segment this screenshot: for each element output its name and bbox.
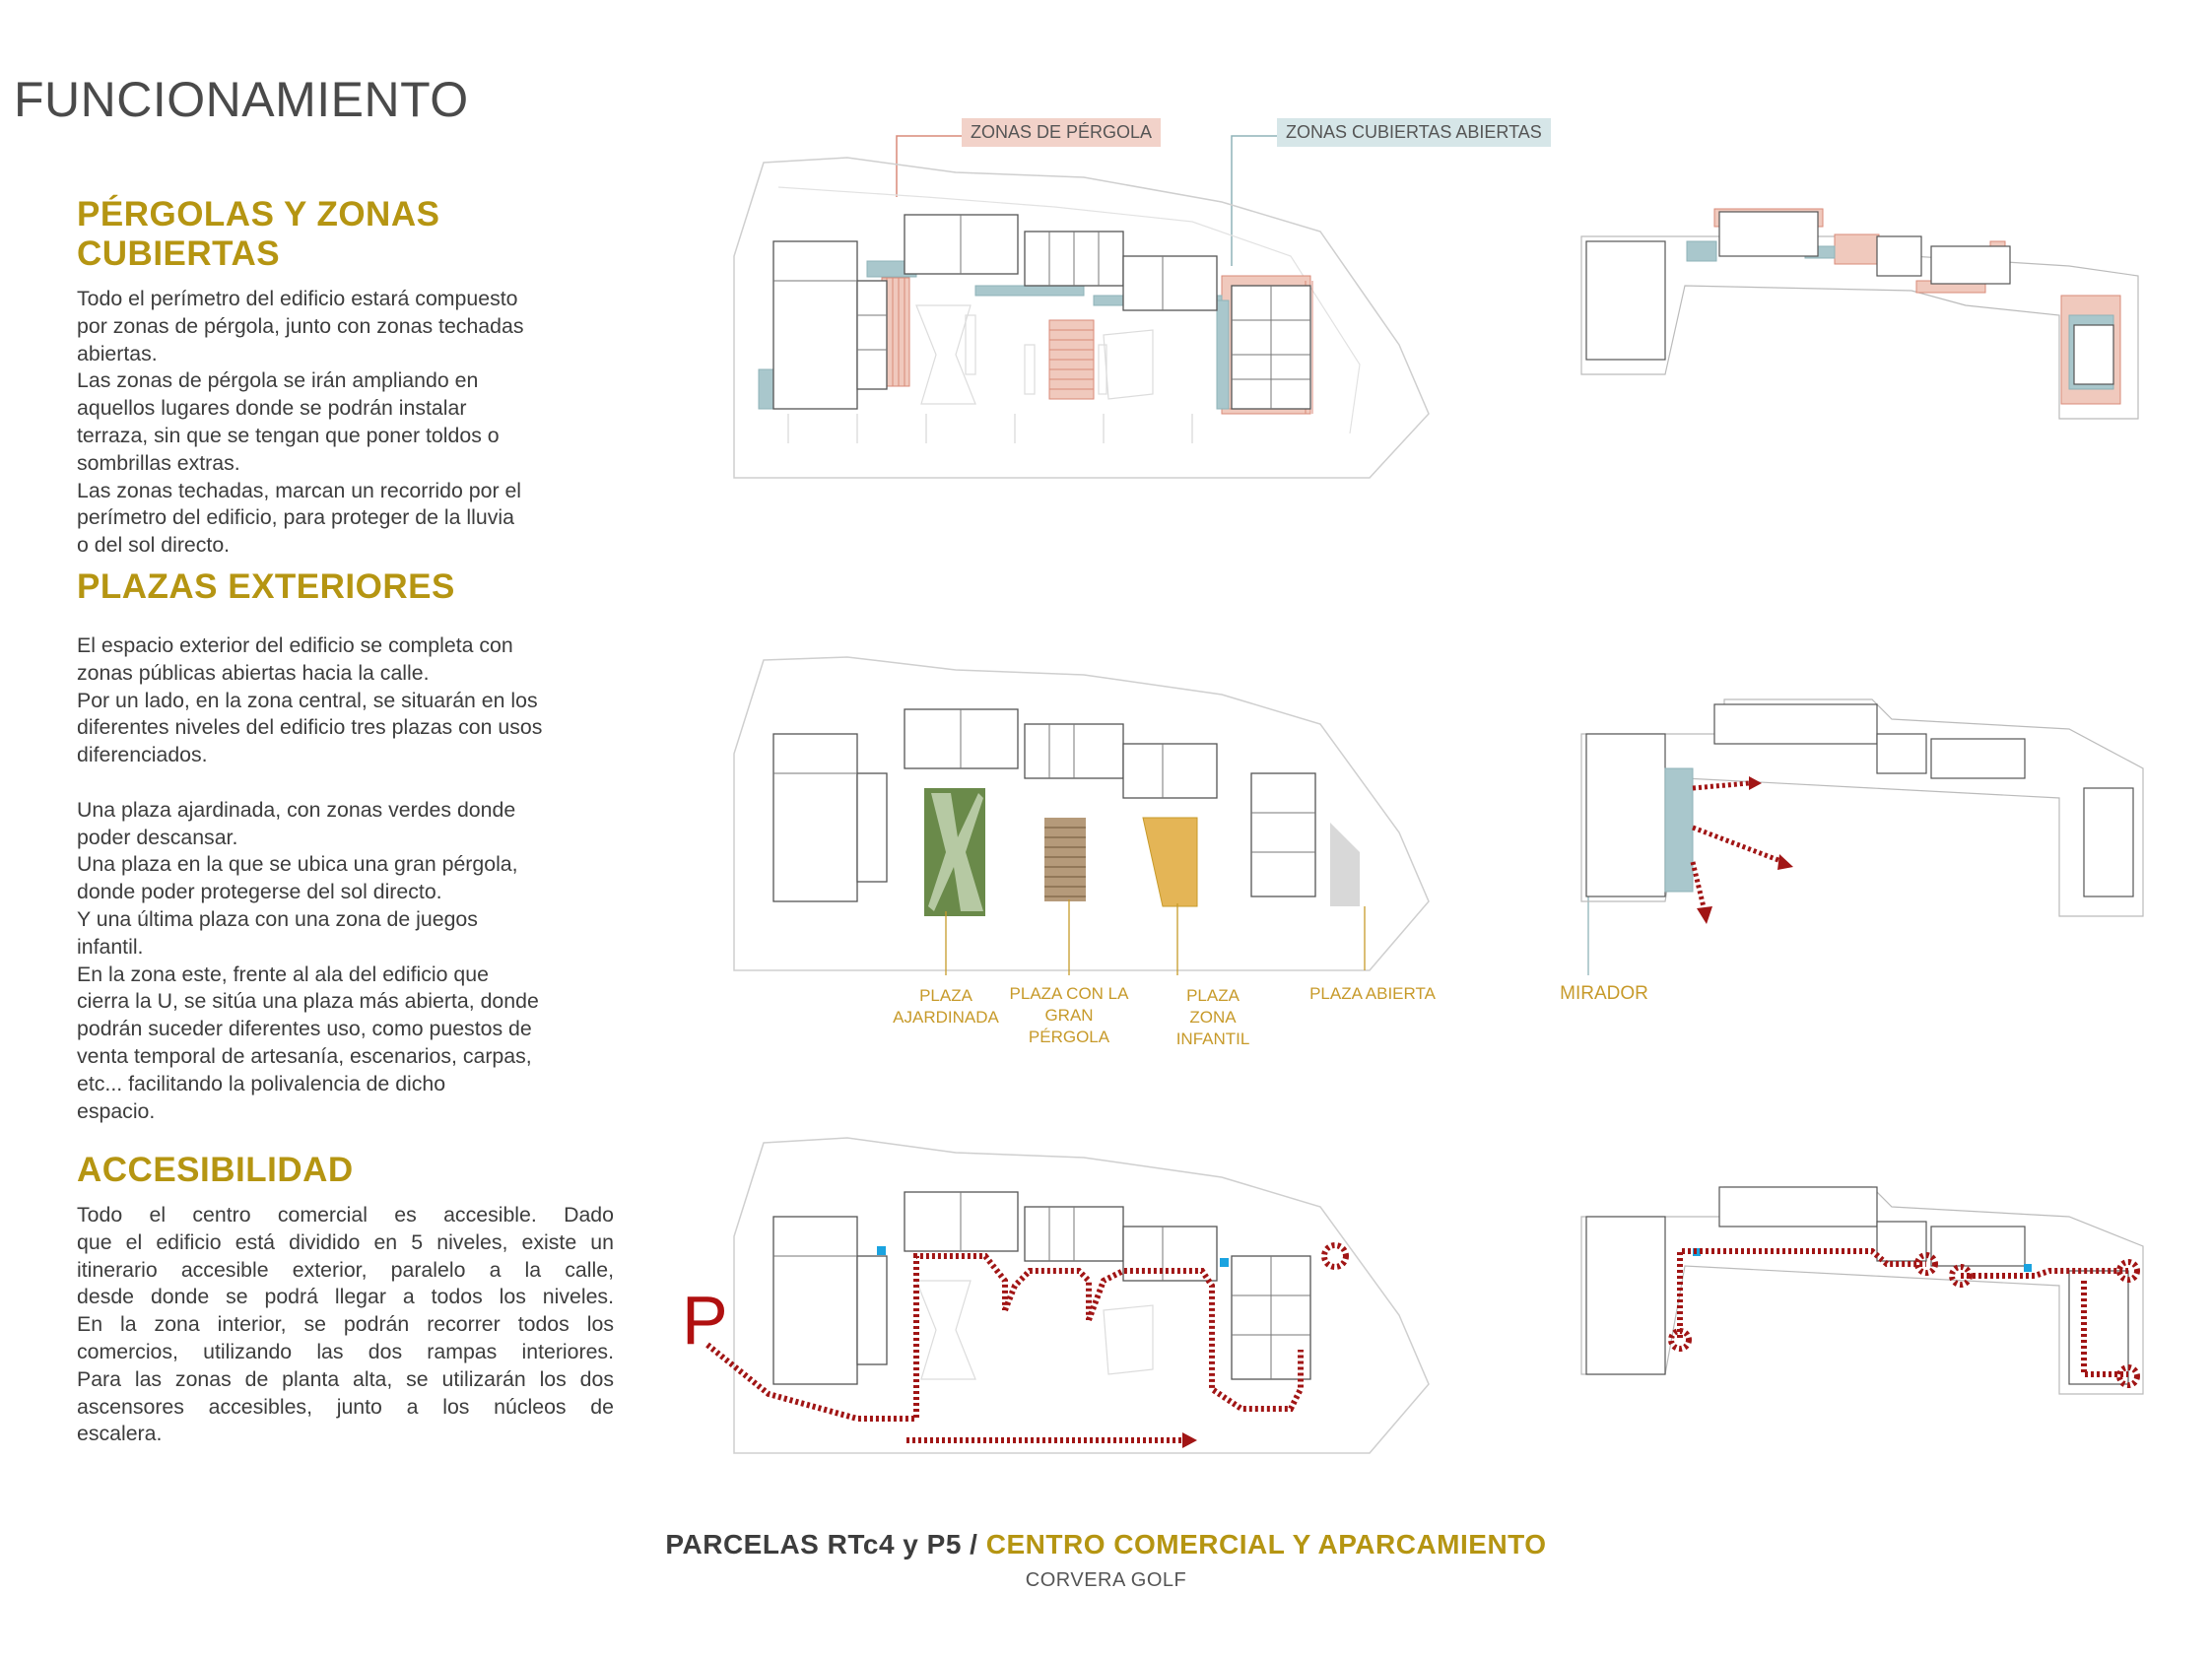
plaza-ajardinada-fill xyxy=(924,788,985,916)
body-line: escalera. xyxy=(77,1422,163,1446)
body-line: ascensores accesibles, junto a los núcleos de xyxy=(77,1394,614,1419)
label-mirador xyxy=(1545,983,1663,1005)
leader-line xyxy=(1232,136,1277,266)
body-line: poder descansar. xyxy=(77,825,238,849)
body-line: podrán suceder diferentes uso, como puestos de xyxy=(77,1017,532,1041)
body-line: donde poder protegerse del sol directo. xyxy=(77,880,442,904)
body-line: diferenciados. xyxy=(77,743,208,767)
plan-pergolas-main xyxy=(729,118,1439,483)
label-line: PLAZA xyxy=(1186,986,1240,1005)
plaza-pergola-fill xyxy=(1044,818,1086,901)
body-line: Y una última plaza con una zona de juegos xyxy=(77,906,478,931)
plan-accesibilidad-upper xyxy=(1576,1177,2158,1414)
ramp-icon xyxy=(1324,1245,1346,1267)
body-line: abiertas. xyxy=(77,341,158,365)
body-line: En la zona este, frente al ala del edificio que xyxy=(77,962,489,986)
label-leaders xyxy=(946,899,1365,975)
body-line: venta temporal de artesanía, escenarios, carpas, xyxy=(77,1043,532,1068)
body-line: comercios, utilizando las dos rampas interiores. xyxy=(77,1339,614,1363)
body-line: infantil. xyxy=(77,934,144,959)
ramp-icons xyxy=(1671,1255,2137,1385)
legend-tag-pergola: ZONAS DE PÉRGOLA xyxy=(962,118,1161,147)
label-plaza-infantil xyxy=(1159,985,1267,1050)
label-line: GRAN xyxy=(1044,1006,1094,1025)
label-line: PLAZA CON LA xyxy=(1009,984,1129,1003)
parking-mark: P xyxy=(682,1282,728,1359)
label-line: MIRADOR xyxy=(1560,983,1648,1004)
label-line: INFANTIL xyxy=(1175,1029,1250,1048)
plan-pergolas-upper xyxy=(1576,197,2158,429)
plaza-outlines xyxy=(916,305,1153,404)
body-line: El espacio exterior del edificio se completa con xyxy=(77,633,513,657)
section-body xyxy=(77,1202,614,1448)
section-heading: PLAZAS EXTERIORES xyxy=(77,567,455,606)
footer-separator: / xyxy=(961,1529,986,1559)
mirador-zone xyxy=(1665,768,1693,892)
label-line: PLAZA ABIERTA xyxy=(1309,984,1436,1003)
plan-plazas-main xyxy=(729,645,1439,985)
footer-title xyxy=(0,1529,2212,1560)
body-line: sombrillas extras. xyxy=(77,450,240,475)
footer-project: CENTRO COMERCIAL Y APARCAMIENTO xyxy=(985,1529,1547,1559)
footer-subtitle: CORVERA GOLF xyxy=(1025,1569,1187,1591)
label-line: PLAZA xyxy=(919,986,972,1005)
body-line: Una plaza ajardinada, con zonas verdes donde xyxy=(77,797,516,822)
body-line: terraza, sin que se tengan que poner toldos o xyxy=(77,423,500,447)
section-heading: ACCESIBILIDAD xyxy=(77,1151,354,1189)
section-body xyxy=(77,286,614,560)
label-plaza-ajardinada xyxy=(887,985,1005,1029)
label-plaza-abierta xyxy=(1299,983,1446,1005)
body-line: o del sol directo. xyxy=(77,533,231,558)
section-pergolas xyxy=(77,195,614,560)
section-plazas xyxy=(77,567,614,1125)
body-line: cierra la U, se sitúa una plaza más abierta, donde xyxy=(77,989,539,1014)
body-line: Todo el centro comercial es accesible. Dado xyxy=(77,1203,614,1227)
mirador-arrows xyxy=(1693,783,1783,911)
page-title: FUNCIONAMIENTO xyxy=(14,72,469,127)
label-plaza-gran-pergola xyxy=(1005,983,1133,1048)
section-heading: PÉRGOLAS Y ZONAS CUBIERTAS xyxy=(77,195,440,273)
body-line: Las zonas techadas, marcan un recorrido por el xyxy=(77,478,522,502)
body-line: En la zona interior, se podrán recorrer todos los xyxy=(77,1312,614,1337)
arrow-head xyxy=(1182,1432,1197,1448)
body-line: aquellos lugares donde se podrán instalar xyxy=(77,396,467,421)
body-line: Por un lado, en la zona central, se situarán en los xyxy=(77,688,538,712)
label-line: ZONA xyxy=(1189,1008,1237,1027)
body-line: itinerario accesible exterior, paralelo a la calle, xyxy=(77,1257,614,1282)
label-line: PÉRGOLA xyxy=(1028,1028,1110,1046)
section-accesibilidad xyxy=(77,1151,614,1448)
body-line: etc... facilitando la polivalencia de dicho xyxy=(77,1071,446,1095)
body-line: desde donde se podrá llegar a todos los niveles. xyxy=(77,1285,614,1309)
elevator-icon xyxy=(2024,1264,2032,1272)
plaza-abierta-fill xyxy=(1330,823,1360,906)
arrow-heads xyxy=(1697,776,1793,924)
elevator-icon xyxy=(1220,1258,1229,1267)
body-line: zonas públicas abiertas hacia la calle. xyxy=(77,660,430,685)
body-line: que el edificio está dividido en 5 niveles, existe un xyxy=(77,1229,614,1254)
leader-line xyxy=(897,136,962,197)
body-line: Una plaza en la que se ubica una gran pérgola, xyxy=(77,852,518,877)
legend-tag-cubiertas: ZONAS CUBIERTAS ABIERTAS xyxy=(1277,118,1551,147)
footer-parcelas: PARCELAS RTc4 y P5 xyxy=(665,1529,962,1559)
building-blocks xyxy=(773,1192,1310,1384)
body-line: perímetro del edificio, para proteger de la lluvia xyxy=(77,505,514,530)
body-line xyxy=(77,769,614,797)
body-line: Todo el perímetro del edificio estará compuesto xyxy=(77,287,518,310)
elevator-icon xyxy=(877,1246,886,1255)
section-body xyxy=(77,632,614,1125)
plaza-infantil-fill xyxy=(1143,818,1197,906)
body-line: Para las zonas de planta alta, se utilizarán los dos xyxy=(77,1366,614,1391)
body-line: diferentes niveles del edificio tres plazas con usos xyxy=(77,715,543,740)
body-line: Las zonas de pérgola se irán ampliando en xyxy=(77,368,479,393)
plan-accesibilidad-main xyxy=(690,1123,1439,1468)
body-line: espacio. xyxy=(77,1098,156,1123)
body-line: por zonas de pérgola, junto con zonas techadas xyxy=(77,313,524,338)
plan-mirador-upper xyxy=(1576,690,2158,985)
label-line: AJARDINADA xyxy=(893,1008,999,1027)
